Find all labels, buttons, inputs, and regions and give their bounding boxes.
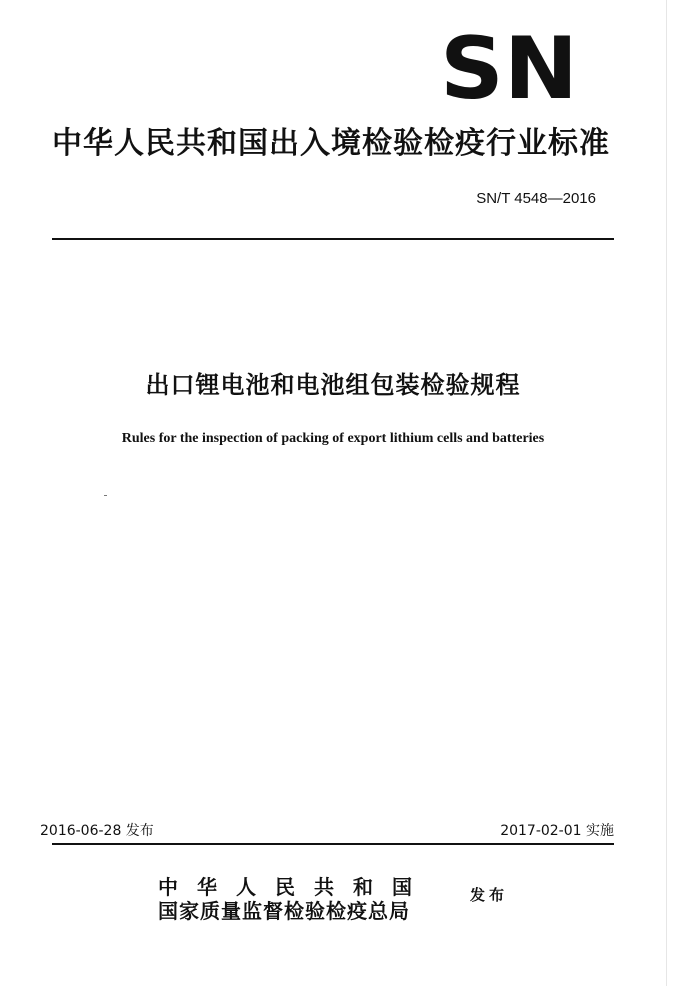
document-title-english: Rules for the inspection of packing of export lithium cells and batteries [121, 431, 545, 446]
page-edge-line [666, 0, 667, 986]
publish-label: 发布 [470, 886, 509, 904]
sn-logo [440, 30, 578, 102]
header-divider [52, 238, 614, 240]
standard-number: SN/T 4548—2016 [476, 190, 596, 207]
issuer-agency-name: 国家质量监督检验检疫总局 [158, 899, 410, 923]
issuer-country-name: 中华人民共和国 [158, 875, 431, 899]
sn-logo-text: SN [440, 30, 578, 102]
implementation-date: 2017-02-01 实施 [500, 823, 614, 839]
issuing-authority-block [158, 876, 458, 924]
footer-divider [52, 843, 614, 845]
document-title-chinese: 出口锂电池和电池组包装检验规程 [145, 371, 521, 399]
issuer-header-title: 中华人民共和国出入境检验检疫行业标准 [52, 126, 610, 161]
scan-speck [104, 495, 107, 496]
issue-date: 2016-06-28 发布 [40, 823, 154, 839]
